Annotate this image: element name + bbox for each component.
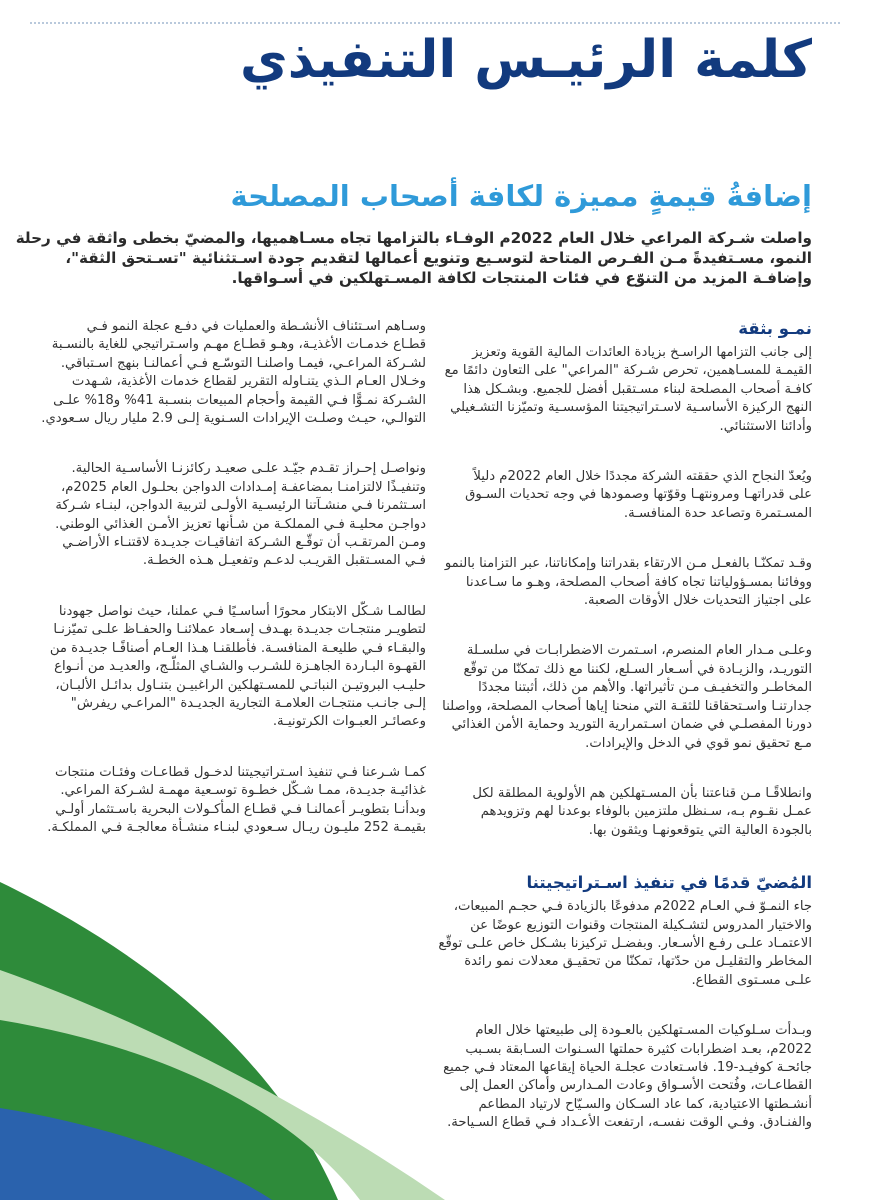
body-paragraph [47,764,426,838]
body-paragraph [444,344,812,436]
text-line: جائحـة كوفيـد-19. فاسـتعادت عجلـة الحياة إيقاعها المعتاد فـي جميع [443,1059,812,1075]
text-line: المسـتمرة وتصاعد حدة المنافسـة. [623,505,812,521]
text-line: والاختيار المدروس لتشـكيلة المنتجات وقنوات التوزيع عوضًا عن [470,917,812,933]
text-line: فـي المسـتقبل القريـب لدعـم وتفعيـل هـذه الخطـة. [142,553,426,569]
text-line: الشـركة نمـوًّا فـي القيمة وأحجام المبيعات بنسـبة 41% و18% علـى [53,392,426,408]
text-line: الاعتمـاد علـى رفـع الأسـعار. وبفضـل تركيزنا بشـكل خاص علـى توقّع [438,935,812,951]
body-paragraph [444,1022,812,1132]
text-line: وعصائـر العبـوات الكرتونيـة. [272,714,426,730]
text-line: ونواصـل إحـراز تقـدم جيّـد علـى صعيـد ركائزنـا الأساسـية الحالية. [71,461,426,477]
text-line: ويُعدّ النجاح الذي حققته الشركة مجددًا خلال العام 2022م دليلاً [473,469,812,485]
section-heading-strategy: المُضيّ قدمًا في تنفيذ اسـتراتيجيتنا [526,873,812,893]
intro-paragraph [15,228,812,288]
text-line: لطالمـا شـكّل الابتكار محورًا أساسـيًا فـي عملنا، حيث نواصل جهودنا [58,603,426,619]
text-line: لشـركة المراعـي، فيمـا واصلنـا التوسّـع فـي أعمالنـا بنهج اسـتباقي. [60,355,426,371]
text-line: مـع تحقيق نمو قوي في الدخل والإيرادات. [585,735,812,751]
text-line: ومـن المرتقـب أن توقّـع الشـركة اتفاقيـات جديـدة لاقتنـاء الأراضـي [62,535,426,551]
text-line: دورنا المفصلـي في ضمان اسـتمرارية التوريد وحماية الأمن الغذائي [451,717,812,733]
text-line: لتطويـر منتجـات جديـدة بهـدف إسـعاد عملائنـا والحفـاظ علـى تميّزنـا [53,622,426,638]
section-subtitle: إضافةُ قيمةٍ مميزة لكافة أصحاب المصلحة [230,179,812,213]
text-line: ووفائنا بمسـؤولياتنا تجاه كافة أصحاب المصلحة، وهـو ما سـاعدنا [465,574,812,590]
text-line: والفنـادق. وفـي الوقت نفسـه، ارتفعت الأعـداد فـي قطاع السـياحة. [447,1115,812,1131]
text-line: بالجودة العالية التي يتوقعونهـا ويثقون بها. [588,822,812,838]
intro-line: واصلت شـركة المراعي خلال العام 2022م الوفـاء بالتزامها تجاه مسـاهميها، والمضيّ بخطى واثقة في رحلة [15,229,812,247]
text-line: وقـد تمكنّـا بالفعـل مـن الارتقاء بقدراتنا وإمكاناتنا، عبر التزامنا بالنمو [444,556,812,572]
body-paragraph [41,318,426,428]
text-line: جاء النمـوّ فـي العـام 2022م مدفوعًا بالزيادة فـي حجـم المبيعات، [453,899,812,915]
text-line: النهج الركيزة الأساسـية لاسـتراتيجيتنا المؤسسـية وتميّزنا التشـغيلي [450,400,812,416]
text-line: وتنفيـذًا لالتزامنـا بمضاعفـة إمـدادات الدواجن بحلـول العام 2025م، [60,479,426,495]
text-line: وسـاهم اسـتئناف الأنشـطة والعمليات في دفـع عجلة النمو فـي [86,319,426,334]
body-paragraph [444,785,812,840]
text-line: المخاطـر والتخفيـف مـن تأثيراتها. والأهم من ذلك، أثبتنا مجددًا [478,680,812,696]
text-line: قطـاع خدمـات الأغذيـة، وهـو قطـاع مهـم واسـتراتيجي للغاية بالنسـبة [51,337,426,353]
text-line: وأدائنا الاستثنائي. [719,418,812,434]
text-line: جدارتنـا واسـتحقاقنا للثقـة التي منحنا إياها أصحاب المصلحة، وواصلنا [442,698,812,714]
intro-line: النمو، مسـتفيدةً مـن الفـرص المتاحة لتوسـيع وتنويع أعمالها لتقديم جودة اسـتثنائية "تسـتحق الثقة"، [65,249,812,267]
text-line: 2022م، بعـد اضطرابات كثيرة حملتها السـنوات السـابقة بسـبب [465,1041,812,1057]
text-line: دواجـن محليـة فـي المملكـة من شـأنها تعزيز الأمـن الغذائي الوطني. [55,516,426,532]
text-line: اسـتثمرنا فـي منشـآتنا الرئيسـية الأولـى لتربية الدواجن، لبنـاء شـركة [55,498,426,514]
text-line: عمـل نقـوم بـه، سـنظل ملتزمين بالوفاء بوعدنا لهم وتزويدهم [480,804,812,820]
body-paragraph [55,460,426,570]
text-line: كافـة أصحاب المصلحة لبناء مسـتقبل أفضل للجميع. وبشـكل هذا [463,381,812,397]
text-line: إلى جانب التزامها الراسـخ بزيادة العائدات المالية القوية وتعزيز [472,345,812,360]
body-paragraph [438,898,812,990]
body-paragraph [444,642,812,752]
top-dotted-divider [30,22,840,24]
decorative-corner-waves [0,870,470,1200]
text-line: القطاعـات، وفُتحت الأسـواق وعادت المـدارس وأماكن العمل إلى [459,1078,812,1094]
section-heading-growth: نمـو بثقة [738,319,812,338]
page-title: كلمة الرئيـس التنفيذي [240,30,812,90]
text-line: على قدراتهـا ومرونتهـا وقوّتها وصمودها في وجه تحديات السـوق [465,487,812,503]
text-line: غذائيـة جديـدة، ممـا شـكّل خطـوة توسـعية مهمـة لشـركة المراعي. [60,783,426,799]
text-line: والبقـاء فـي طليعـة المنافسـة. فأطلقنـا هـذا العـام أصنافًـا جديـدة من [49,640,426,656]
text-line: بقيمـة 252 مليـون ريـال سـعودي لبنـاء منشـأة معالجـة فـي المملكـة. [47,819,426,835]
text-line: علـى مسـتوى القطاع. [691,972,812,988]
body-paragraph [49,603,426,732]
intro-line: وإضافـة المزيد من التنوّع في فئات المنتجات لكافة المسـتهلكين في أسـواقها. [231,269,812,287]
text-line: وبـدأت سـلوكيات المسـتهلكين بالعـودة إلى طبيعتها خلال العام [475,1023,812,1039]
text-line: كمـا شـرعنا فـي تنفيذ اسـتراتيجيتنا لدخـول قطاعـات وفئـات منتجات [55,764,426,780]
body-paragraph [444,468,812,523]
text-line: وانطلاقًـا مـن قناعتنا بأن المسـتهلكين هم الأولوية المطلقة لكل [472,785,812,801]
text-line: التوريـد، والزيـادة في أسـعار السـلع، لكننا مع ذلك تمكنّا من توقّع [463,661,812,677]
text-line: القهـوة البـاردة الجاهـزة للشـرب والشـاي المثلّـج، والعديـد من أنـواع [54,659,426,675]
text-line: وبدأنـا بتطويـر أعمالنـا فـي قطـاع المأكـولات البحرية باسـتثمار أولـي [55,801,426,817]
text-line: وعلـى مـدار العام المنصرم، اسـتمرت الاضطرابـات في سلسـلة [466,643,812,659]
right-column [438,318,812,1165]
body-paragraph [444,555,812,610]
left-column [41,318,426,869]
text-line: وخـلال العـام الـذي يتنـاوله التقرير لقطاع خدمات الأغذية، شـهدت [71,374,426,390]
text-line: على اجتياز التحديات خلال الأوقات الصعبة. [583,593,812,609]
text-line: أنشـطتها الاعتيادية، كما عاد السـكان والسـيّاح لارتياد المطاعم [478,1096,812,1112]
text-line: التوالـي، حيـث وصلـت الإيرادات السـنوية إلـى 2.9 مليار ريال سـعودي. [41,411,426,427]
text-line: إلـى جانـب منتجـات العلامـة التجارية الجديـدة "المراعـي ريفرش" [70,695,426,711]
text-line: المخاطر والتقليـل من حدّتها، تمكنّا من تحقيـق معدلات نمو رائدة [464,954,812,970]
text-line: القيمـة للمسـاهمين، تحرص شـركة "المراعي" على التعاون دائمًا مع [444,363,812,379]
text-line: حليـب البروتيـن النباتـي للمسـتهلكين الراغبيـن بتنـاول بدائـل الألبـان، [55,677,426,693]
